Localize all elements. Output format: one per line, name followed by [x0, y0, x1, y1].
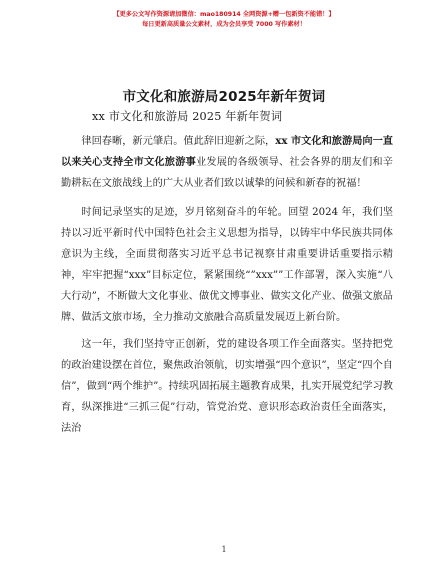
page-number: 1 [221, 545, 227, 554]
promo-banner-line-1: 【更多公文写作资源请加微信：mao180914 全网资源+赠一包新资不能错！】 [113, 11, 335, 18]
document-title: 市文化和旅游局2025年新年贺词 [122, 89, 326, 105]
document-subtitle: xx 市文化和旅游局 2025 年新年贺词 [92, 110, 283, 123]
paragraph-greeting-intro: 律回春晰，新元肇启。值此辞旧迎新之际， [81, 136, 276, 147]
document-body [61, 131, 393, 445]
promo-banner [0, 10, 448, 30]
promo-banner-line-2: 每日更新高质量公文素材，成为会员享受 7000 写作素材！ [142, 21, 306, 28]
paragraph-greeting [61, 131, 393, 194]
paragraph-review: 时间记录坚实的足迹，岁月铭刻奋斗的年轮。回望 2024 年，我们坚持以习近平新时代中国特色社会主义思想为指导，以铸牢中华民族共同体意识为主线，全面贯彻落实习近平总书记视察甘肃重要讲话重要指示精神，牢牢把握“xxx”目标定位，紧紧围绕“”xxx””工作部署，深入实施“八大行动”，不断做大文化事业、做优文博事业、做实文化产业、做强文旅品牌、做活文旅市场，全力推动文旅融合高质量发展迈上新台阶。 [61, 207, 393, 323]
paragraph-greeting-highlight: xx 市文化和旅游局向一直以来关心支持全市文化旅游事 [61, 135, 393, 168]
paragraph-greeting-rest: 业发展的各级领导、社会各界的朋友们和辛勤耕耘在文旅战线上的广大从业者们致以诚挚的问候和新春的祝福！ [61, 157, 393, 189]
paragraph-party-building: 这一年，我们坚持守正创新，党的建设各项工作全面落实。坚持把党的政治建设摆在首位，聚焦政治领航，切实增强“四个意识”，坚定“四个自信”，做到“两个维护”。持续巩固拓展主题教育成果，扎实开展党纪学习教育，纵深推进“三抓三促”行动，管党治党、意识形态政治责任全面落实，法治 [61, 339, 393, 434]
